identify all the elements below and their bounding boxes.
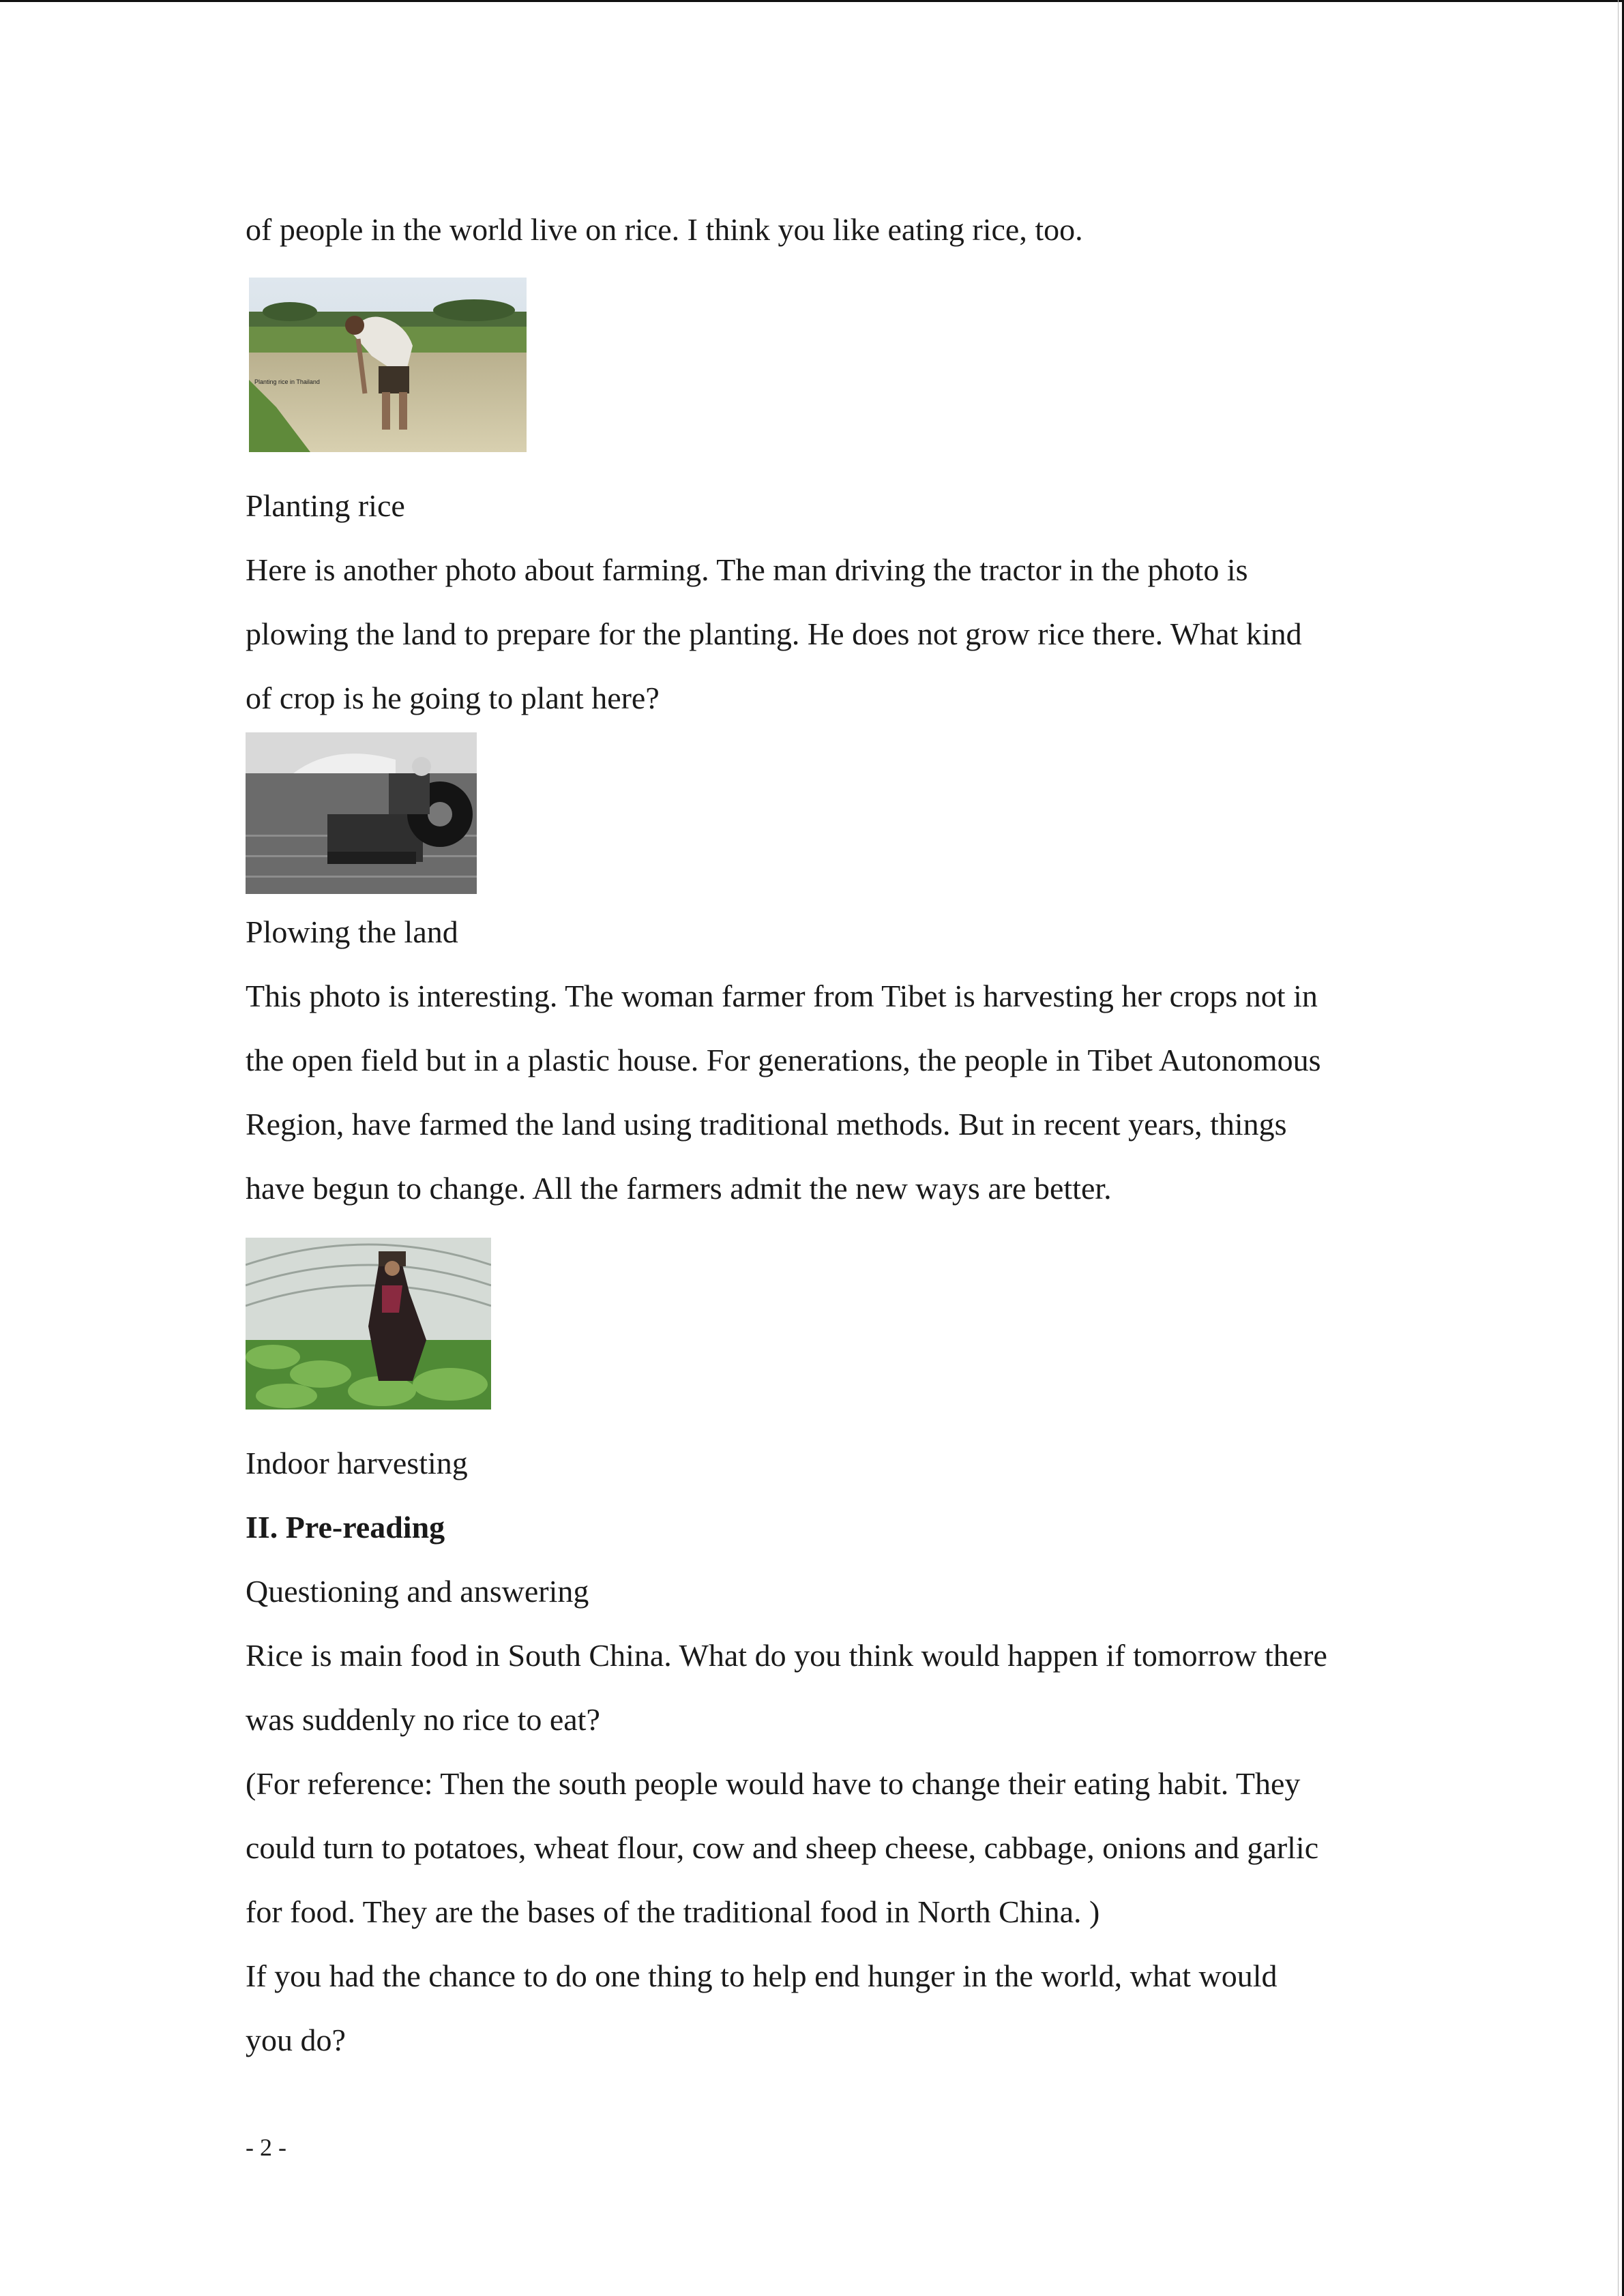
section-heading-pre-reading: II. Pre-reading bbox=[246, 1510, 445, 1545]
text-line: Region, have farmed the land using traditional methods. But in recent years, things bbox=[246, 1107, 1287, 1142]
caption-planting-rice: Planting rice bbox=[246, 488, 405, 523]
indoor-harvesting-photo bbox=[246, 1238, 491, 1410]
text-line: Questioning and answering bbox=[246, 1574, 589, 1609]
page-border-top bbox=[0, 0, 1624, 2]
text-line: plowing the land to prepare for the planting. He does not grow rice there. What kind bbox=[246, 616, 1302, 651]
page-border-right-inner bbox=[1618, 0, 1619, 2296]
text-line: for food. They are the bases of the traditional food in North China. ) bbox=[246, 1894, 1100, 1929]
text-line: If you had the chance to do one thing to help end hunger in the world, what would bbox=[246, 1958, 1278, 1993]
text-line: was suddenly no rice to eat? bbox=[246, 1702, 600, 1737]
photo-caption: Planting rice in Thailand bbox=[254, 378, 320, 385]
text-line: could turn to potatoes, wheat flour, cow and sheep cheese, cabbage, onions and garlic bbox=[246, 1830, 1319, 1865]
text-line: of crop is he going to plant here? bbox=[246, 681, 660, 715]
text-line: you do? bbox=[246, 2023, 346, 2057]
plowing-land-photo bbox=[246, 732, 477, 894]
text-line: the open field but in a plastic house. For generations, the people in Tibet Autonomous bbox=[246, 1043, 1321, 1077]
text-line: This photo is interesting. The woman farmer from Tibet is harvesting her crops not in bbox=[246, 979, 1318, 1013]
page-number: - 2 - bbox=[246, 2134, 286, 2161]
text-line: of people in the world live on rice. I think you like eating rice, too. bbox=[246, 212, 1083, 247]
planting-rice-photo bbox=[249, 278, 527, 452]
text-line: Here is another photo about farming. The man driving the tractor in the photo is bbox=[246, 552, 1248, 587]
text-line: have begun to change. All the farmers admit the new ways are better. bbox=[246, 1171, 1112, 1206]
caption-plowing-land: Plowing the land bbox=[246, 914, 458, 949]
text-line: Rice is main food in South China. What do you think would happen if tomorrow there bbox=[246, 1638, 1327, 1673]
caption-indoor-harvesting: Indoor harvesting bbox=[246, 1446, 468, 1480]
text-line: (For reference: Then the south people would have to change their eating habit. They bbox=[246, 1766, 1301, 1801]
